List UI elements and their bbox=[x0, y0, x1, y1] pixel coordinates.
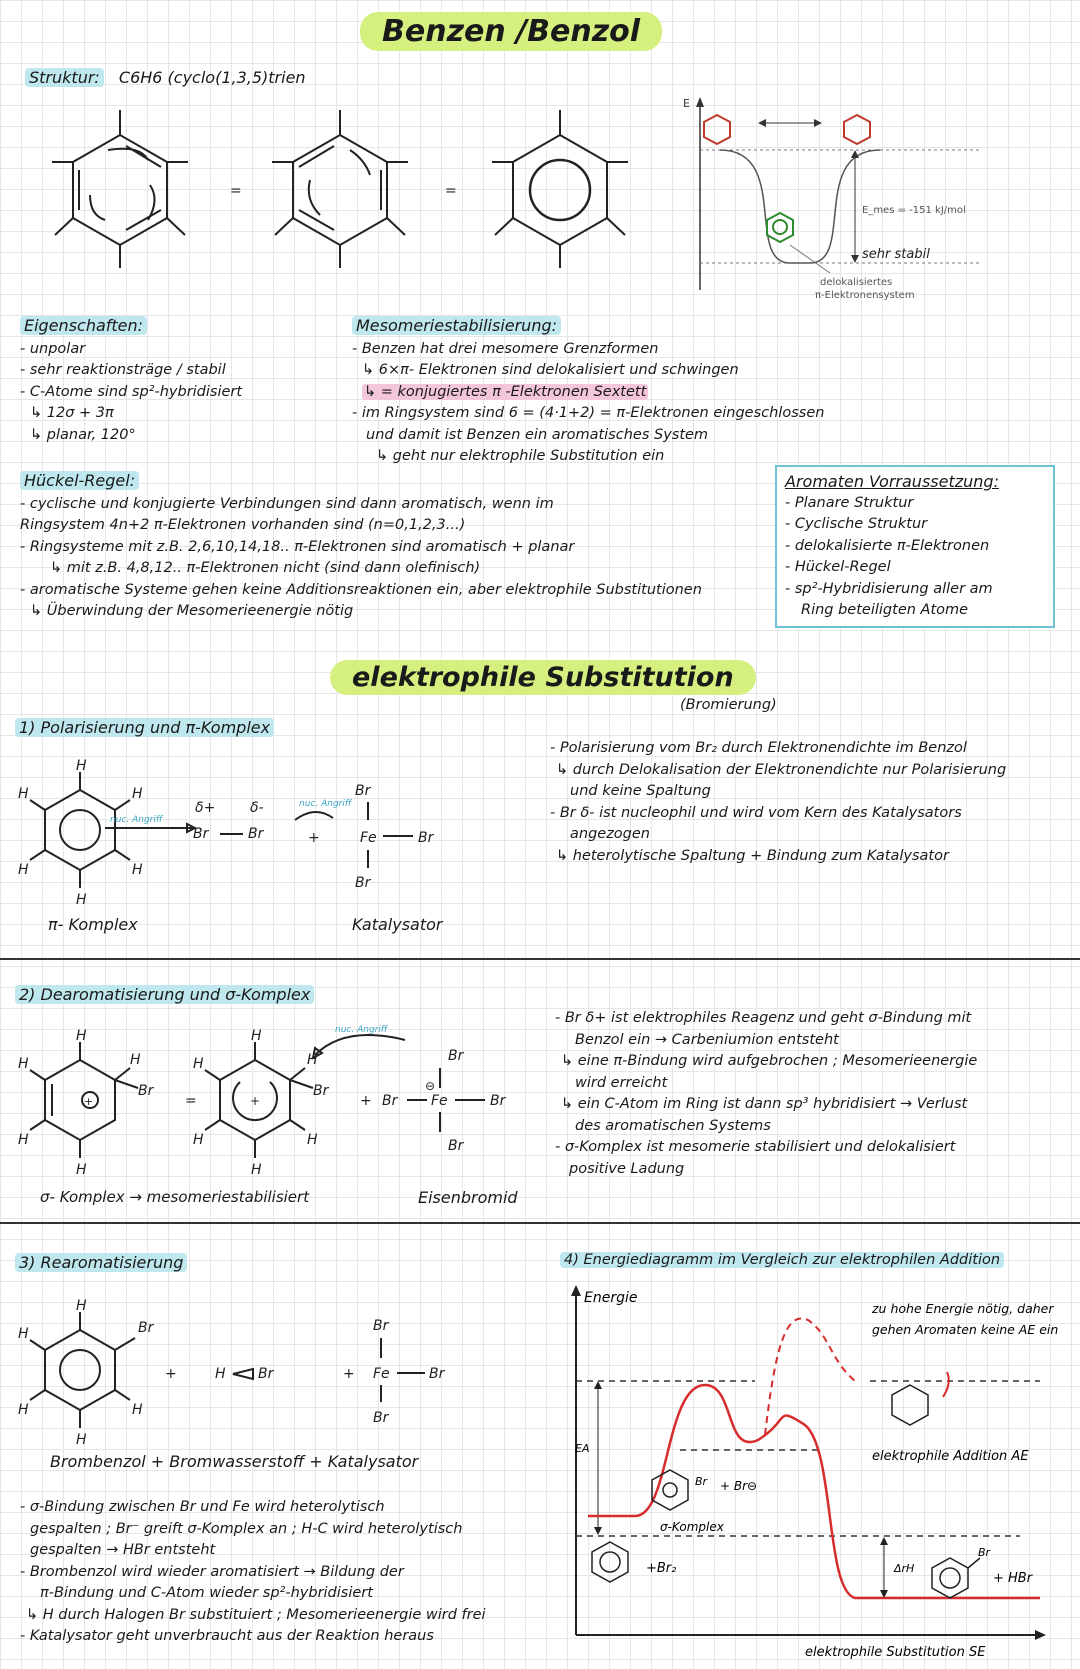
hueckel-line: ↳ mit z.B. 4,8,12.. π-Elektronen nicht (sind dann olefinisch) bbox=[50, 560, 481, 576]
step1-heading-wrap bbox=[15, 718, 274, 737]
svg-text:H: H bbox=[307, 1132, 318, 1148]
sigma-complex-1 bbox=[18, 1028, 155, 1178]
svg-text:H: H bbox=[18, 1132, 29, 1148]
svg-text:H: H bbox=[307, 1052, 318, 1068]
properties-line: ↳ planar, 120° bbox=[30, 426, 136, 443]
svg-text:Br: Br bbox=[355, 875, 371, 891]
substitution-axis-label: elektrophile Substitution SE bbox=[805, 1645, 986, 1660]
properties-line: - C-Atome sind sp²-hybridisiert bbox=[20, 383, 243, 400]
svg-text:H: H bbox=[76, 758, 87, 774]
es-subtitle: (Bromierung) bbox=[680, 697, 777, 713]
aromatic-requirement-item: - sp²-Hybridisierung aller am bbox=[785, 580, 993, 597]
aromatic-requirement-item: - Planare Struktur bbox=[785, 494, 914, 511]
svg-text:+: + bbox=[308, 830, 320, 846]
svg-text:Fe: Fe bbox=[431, 1093, 448, 1109]
ea-label: EA bbox=[575, 1442, 590, 1455]
svg-text:H: H bbox=[132, 862, 143, 878]
mesomery-line: und damit ist Benzen ein aromatisches System bbox=[366, 426, 709, 443]
svg-text:H: H bbox=[76, 1298, 87, 1314]
svg-text:Fe: Fe bbox=[360, 830, 377, 846]
svg-text:H: H bbox=[76, 1162, 87, 1178]
divider-1 bbox=[0, 958, 1080, 960]
catalyst-label: Katalysator bbox=[352, 915, 443, 934]
hueckel-heading: Hückel-Regel: bbox=[20, 471, 139, 490]
properties-section bbox=[20, 315, 242, 446]
stability-diagram bbox=[680, 95, 1010, 305]
svg-text:H: H bbox=[76, 1432, 87, 1445]
energy-diagram bbox=[560, 1280, 1075, 1665]
svg-text:H: H bbox=[76, 892, 87, 908]
mesomery-line: ↳ geht nur elektrophile Substitution ein bbox=[376, 448, 665, 464]
eq-sign-1: = bbox=[230, 183, 242, 199]
mesomery-energy-value: E_mes = -151 kJ/mol bbox=[862, 205, 966, 216]
sigma-complex-diagram-label: σ-Komplex bbox=[660, 1520, 724, 1534]
step2-scheme bbox=[15, 1020, 545, 1185]
mesomery-line: ↳ = konjugiertes π -Elektronen Sextett bbox=[364, 383, 647, 400]
svg-text:H: H bbox=[132, 786, 143, 802]
svg-text:Br: Br bbox=[313, 1083, 329, 1099]
reactant-label: +Br₂ bbox=[646, 1561, 677, 1576]
br-1: Br bbox=[193, 826, 209, 842]
step2-heading: 2) Dearomatisierung und σ-Komplex bbox=[15, 985, 314, 1004]
svg-text:H: H bbox=[130, 1052, 141, 1068]
svg-text:=: = bbox=[185, 1093, 197, 1109]
svg-text:H: H bbox=[132, 1402, 143, 1418]
svg-text:Br: Br bbox=[448, 1138, 464, 1154]
aromatic-structure bbox=[492, 110, 628, 268]
properties-heading: Eigenschaften: bbox=[20, 316, 147, 335]
properties-line: ↳ 12σ + 3π bbox=[30, 405, 114, 421]
svg-text:Br: Br bbox=[138, 1083, 154, 1099]
svg-text:H: H bbox=[18, 1402, 29, 1418]
svg-text:H: H bbox=[18, 1056, 29, 1072]
mesomery-section bbox=[352, 315, 824, 468]
axis-e-label: E bbox=[683, 97, 690, 110]
properties-line: - unpolar bbox=[20, 340, 86, 357]
step2-text: - Br δ+ ist elektrophiles Reagenz und geht σ-Bindung mit Benzol ein → Carbeniumion entsteht ↳ eine π-Bindung wird aufgebrochen ; Mesomerieenergie wird erreicht ↳ ein C-Atom im Ring ist dann sp³ hybridisiert → Verlust des aromatischen Systems - σ-Komplex ist mesomerie stabilisiert und delokalisiert positive Ladung bbox=[555, 1010, 978, 1177]
svg-text:+: + bbox=[343, 1366, 355, 1382]
caption-line-2: π-Elektronensystem bbox=[815, 290, 915, 301]
step3-heading-wrap bbox=[15, 1253, 187, 1272]
divider-2 bbox=[0, 1222, 1080, 1224]
svg-text:⊖: ⊖ bbox=[425, 1079, 436, 1093]
svg-text:δ-: δ- bbox=[250, 800, 264, 816]
step4-heading: 4) Energiediagramm im Vergleich zur elektrophilen Addition bbox=[560, 1252, 1004, 1268]
mesomery-line: - Benzen hat drei mesomere Grenzformen bbox=[352, 340, 659, 357]
svg-text:H: H bbox=[215, 1366, 226, 1382]
step2-heading-wrap bbox=[15, 985, 314, 1004]
svg-text:Br: Br bbox=[258, 1366, 274, 1382]
kekule-structure-1 bbox=[52, 110, 188, 268]
brombenzol bbox=[18, 1298, 155, 1445]
hueckel-line: - cyclische und konjugierte Verbindungen sind dann aromatisch, wenn im bbox=[20, 495, 554, 512]
svg-text:H: H bbox=[18, 1326, 29, 1342]
note-line-1: zu hohe Energie nötig, daher bbox=[872, 1301, 1054, 1316]
step1-text: - Polarisierung vom Br₂ durch Elektronendichte im Benzol ↳ durch Delokalisation der Elektronendichte nur Polarisierung und keine Spaltung - Br δ- ist nucleophil und wird vom Kern des Katalysators angezogen ↳ heterolytische Spaltung + Bindung zum Katalysator bbox=[550, 740, 1007, 864]
svg-text:Br: Br bbox=[373, 1410, 389, 1426]
kekule-structure-2 bbox=[272, 110, 408, 268]
addition-curve bbox=[765, 1318, 855, 1435]
step1-scheme bbox=[15, 750, 535, 940]
hueckel-section bbox=[20, 470, 702, 623]
svg-text:H: H bbox=[18, 786, 29, 802]
svg-text:Br: Br bbox=[355, 783, 371, 799]
structure-line bbox=[25, 68, 306, 87]
nuc-attack-label-1: nuc. Angriff bbox=[110, 815, 163, 825]
nuc-attack-label-3: nuc. Angriff bbox=[335, 1025, 388, 1035]
energy-axis-label: Energie bbox=[584, 1290, 638, 1306]
note-line-2: gehen Aromaten keine AE ein bbox=[872, 1322, 1059, 1337]
step3-text: - σ-Bindung zwischen Br und Fe wird heterolytisch gespalten ; Br⁻ greift σ-Komplex an ; H-C wird heterolytisch gespalten → HBr entsteht - Brombenzol wird wieder aromatisiert → Bildung der π-Bindung und C-Atom wieder sp²-hybridisiert ↳ H durch Halogen Br substituiert ; Mesomerieenergie wird frei - Katalysator geht unverbraucht aus der Reaktion heraus bbox=[20, 1499, 486, 1644]
hueckel-line: ↳ Überwindung der Mesomerieenergie nötig bbox=[30, 603, 354, 619]
svg-text:+: + bbox=[84, 1095, 94, 1108]
addition-label: elektrophile Addition AE bbox=[872, 1449, 1029, 1464]
svg-text:Br: Br bbox=[429, 1366, 445, 1382]
hueckel-line: - Ringsysteme mit z.B. 2,6,10,14,18.. π-Elektronen sind aromatisch + planar bbox=[20, 538, 575, 555]
sigma-complex-label: σ- Komplex → mesomeriestabilisiert bbox=[40, 1188, 310, 1206]
svg-text:H: H bbox=[251, 1162, 262, 1178]
svg-text:Br: Br bbox=[418, 830, 434, 846]
br-2: Br bbox=[248, 826, 264, 842]
aromatic-requirement-item: - delokalisierte π-Elektronen bbox=[785, 537, 990, 554]
sigma-complex-2 bbox=[193, 1028, 330, 1178]
svg-text:+: + bbox=[360, 1093, 372, 1109]
iron-bromide-label: Eisenbromid bbox=[418, 1188, 518, 1207]
nuc-attack-label-2: nuc. Angriff bbox=[299, 799, 352, 809]
svg-text:H: H bbox=[76, 1028, 87, 1044]
step3-products-label: Brombenzol + Bromwasserstoff + Katalysator bbox=[50, 1452, 419, 1471]
structure-formula: C6H6 (cyclo(1,3,5)trien bbox=[118, 68, 306, 87]
mesomery-line: - im Ringsystem sind 6 = (4·1+2) = π-Elektronen eingeschlossen bbox=[352, 405, 825, 421]
page-title: Benzen /Benzol bbox=[360, 12, 662, 51]
step3-heading: 3) Rearomatisierung bbox=[15, 1253, 187, 1272]
svg-text:Br: Br bbox=[695, 1475, 708, 1488]
benzene-pi bbox=[18, 758, 143, 908]
aromatic-requirements-box bbox=[775, 465, 1055, 628]
resonance-structures bbox=[20, 95, 680, 285]
svg-text:Br: Br bbox=[373, 1318, 389, 1334]
eq-sign-2: = bbox=[445, 183, 457, 199]
aromatic-requirement-item: - Cyclische Struktur bbox=[785, 516, 928, 532]
svg-text:+: + bbox=[250, 1094, 261, 1108]
svg-text:Fe: Fe bbox=[373, 1366, 390, 1382]
dh-label: ΔrH bbox=[894, 1562, 915, 1575]
svg-text:Br: Br bbox=[448, 1048, 464, 1064]
br-minus-label: + Br⊖ bbox=[720, 1479, 758, 1493]
svg-text:H: H bbox=[18, 862, 29, 878]
properties-line: - sehr reaktionsträge / stabil bbox=[20, 362, 226, 378]
svg-text:H: H bbox=[251, 1028, 262, 1044]
es-title: elektrophile Substitution bbox=[330, 660, 756, 695]
svg-text:Br: Br bbox=[490, 1093, 506, 1109]
step1-heading: 1) Polarisierung und π-Komplex bbox=[15, 718, 274, 737]
hueckel-line: Ringsystem 4n+2 π-Elektronen vorhanden sind (n=0,1,2,3...) bbox=[20, 517, 466, 533]
mesomery-heading: Mesomeriestabilisierung: bbox=[352, 316, 561, 335]
hueckel-line: - aromatische Systeme gehen keine Additionsreaktionen ein, aber elektrophile Substitutionen bbox=[20, 581, 702, 598]
product-label: + HBr bbox=[993, 1571, 1033, 1586]
pi-complex-label: π- Komplex bbox=[48, 915, 138, 934]
svg-text:+: + bbox=[165, 1366, 177, 1382]
svg-text:H: H bbox=[193, 1056, 204, 1072]
caption-line-1: delokalisiertes bbox=[820, 277, 893, 288]
aromatic-requirement-item: Ring beteiligten Atome bbox=[801, 602, 969, 618]
step4-heading-wrap bbox=[560, 1252, 1004, 1268]
structure-label: Struktur: bbox=[25, 68, 104, 87]
svg-text:Br: Br bbox=[138, 1320, 154, 1336]
svg-text:Br: Br bbox=[978, 1546, 991, 1559]
svg-text:H: H bbox=[193, 1132, 204, 1148]
mesomery-line: ↳ 6×π- Elektronen sind delokalisiert und schwingen bbox=[362, 362, 739, 378]
aromatic-requirement-item: - Hückel-Regel bbox=[785, 559, 891, 575]
step3-scheme bbox=[15, 1290, 535, 1445]
svg-text:δ+: δ+ bbox=[195, 800, 216, 816]
svg-text:Br: Br bbox=[382, 1093, 398, 1109]
stable-label: sehr stabil bbox=[862, 247, 930, 262]
aromatic-requirements-heading: Aromaten Vorraussetzung: bbox=[785, 472, 999, 491]
